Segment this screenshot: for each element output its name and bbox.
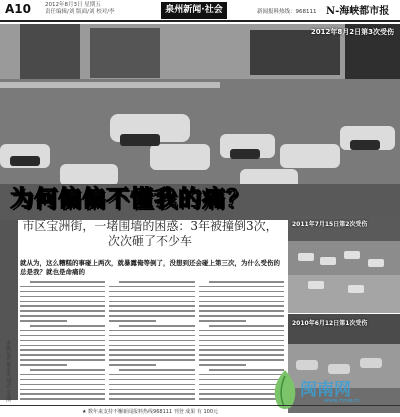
text-line [199,310,284,312]
text-line [109,291,194,293]
text-line [20,330,105,332]
text-line [119,369,194,371]
watermark-name: 闽南网 [300,380,351,400]
text-line [199,301,284,303]
section-tab: 泉州新闻·社会 [161,2,227,19]
text-line [199,340,284,342]
article-body [20,281,284,405]
watermark-url: www.mnw.cn [324,398,360,404]
headline: 为何偏偏不懂我的痛？ [10,186,250,212]
newspaper-brand: N-海峡都市报 [326,6,390,17]
text-line [20,393,105,395]
text-line [20,359,105,361]
text-line [199,305,284,307]
text-line [109,345,194,347]
text-line [20,320,67,322]
text-line [109,301,194,303]
text-line [20,335,105,337]
article-deck: 就从为，这么糟糕的事碰上两次，就暴露俺等倒了，没想到还会碰上第三次，为什么受伤的总是我？就也是命痛的 [20,259,280,276]
text-line [20,354,105,356]
text-line [109,374,194,376]
text-line [109,384,194,386]
text-line [20,345,105,347]
text-line [20,291,105,293]
text-line [199,315,284,317]
text-line [109,364,156,366]
text-line [109,320,156,322]
text-line [109,286,194,288]
text-line [20,379,105,381]
text-line [109,340,194,342]
page-number: A10 [5,2,31,16]
text-line [30,325,105,327]
text-line [30,369,105,371]
body-column-2 [109,281,194,405]
text-line [209,281,284,283]
text-line [20,296,105,298]
text-line [109,315,194,317]
text-line [119,281,194,283]
text-line [109,330,194,332]
text-line [199,291,284,293]
text-line [199,359,284,361]
editor-line: 责任编辑/刘 版面/刘 校对/李 [45,9,115,15]
text-line [20,340,105,342]
text-line [199,354,284,356]
text-line [119,325,194,327]
header-meta [45,2,115,16]
text-line [109,310,194,312]
text-line [20,384,105,386]
subtitle: 市区宝洲街，一堵围墙的困惑：3年被撞倒3次，次次砸了不少车 [22,219,278,248]
text-line [20,305,105,307]
text-line [20,310,105,312]
text-line [20,374,105,376]
text-line [20,286,105,288]
text-line [109,398,194,400]
text-line [20,349,105,351]
text-line [109,379,194,381]
text-line [109,296,194,298]
footer-ad: ★ 数年来支持不懈新闻报料热线968111 刊登 成果 有 100元 [81,409,219,415]
page-header [0,0,400,22]
author-byline: 本报记者 黄小龙 刘吉 文/图 [5,340,11,402]
news-hotline: 新闻报料热线：968111 [257,9,317,15]
text-line [199,320,246,322]
text-line [109,389,194,391]
text-line [199,349,284,351]
text-line [20,315,105,317]
body-column-1 [20,281,105,405]
text-line [109,393,194,395]
text-line [199,286,284,288]
text-line [199,364,246,366]
text-line [30,281,105,283]
text-line [20,301,105,303]
text-line [199,335,284,337]
page-footer [0,405,400,417]
text-line [20,364,67,366]
parking-lot-image [288,215,400,313]
side-photo-2010-caption: 2010年6月12日第1次受伤 [292,320,368,327]
text-line [199,296,284,298]
text-line [109,354,194,356]
text-line [199,330,284,332]
text-line [109,359,194,361]
side-photo-2011 [288,215,400,313]
text-line [20,389,105,391]
text-line [209,325,284,327]
text-line [109,335,194,337]
date-line: 2012年8月3日 星期五 [45,2,101,8]
text-line [109,349,194,351]
text-line [109,305,194,307]
text-line [20,398,105,400]
side-photo-2011-caption: 2011年7月15日第2次受伤 [292,221,368,228]
main-photo-caption: 2012年8月2日第3次受伤 [310,28,394,36]
text-line [199,345,284,347]
